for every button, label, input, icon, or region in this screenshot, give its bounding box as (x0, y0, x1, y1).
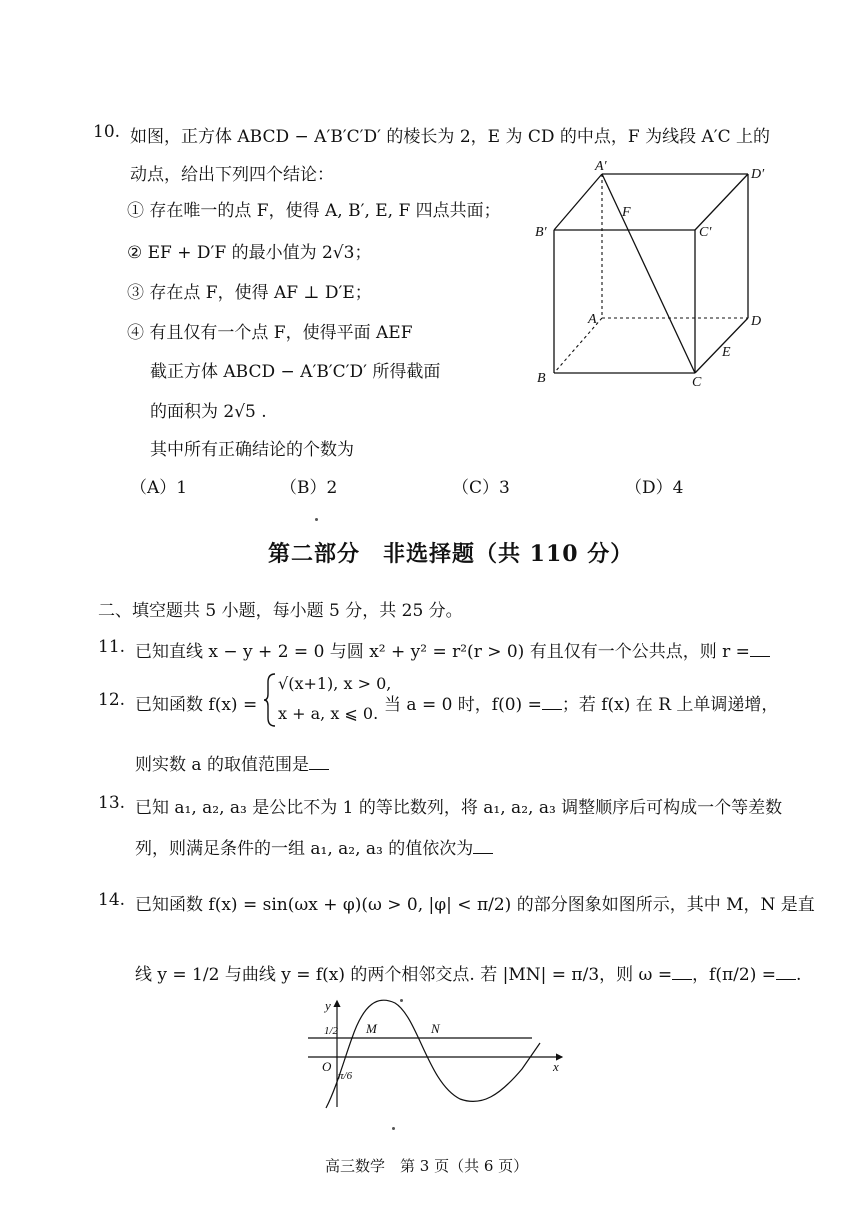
q12-post1: 当 a = 0 时，f(0) = (384, 695, 542, 715)
label-x: x (553, 1059, 559, 1074)
q10-option-b: （B）2 (280, 478, 338, 498)
q12-blank1 (542, 695, 562, 710)
q10-option-d: （D）4 (625, 478, 684, 498)
label-c: C (692, 375, 702, 390)
label-a1: A′ (595, 160, 607, 174)
q14-number: 14. (98, 890, 126, 910)
label-c1: C′ (699, 225, 712, 240)
q13-blank (473, 839, 493, 854)
q12-case1: √(x+1), x > 0, (278, 674, 392, 693)
q12-blank2 (309, 755, 329, 770)
section2-header: 二、填空题共 5 小题，每小题 5 分，共 25 分。 (98, 601, 463, 621)
q10-ask: 其中所有正确结论的个数为 (150, 440, 354, 460)
segment-a1c (602, 174, 695, 373)
label-d: D (751, 314, 762, 329)
label-y: y (325, 998, 331, 1013)
q10-statement-4c: 的面积为 2√5 . (150, 402, 267, 422)
q12-line2-text: 则实数 a 的取值范围是 (135, 755, 309, 775)
label-origin: O (322, 1059, 332, 1074)
cube-figure (525, 160, 775, 395)
q10-number: 10. (93, 122, 121, 142)
label-half: 1/2 (324, 1025, 339, 1037)
label-f: F (622, 205, 631, 220)
edge-a1b1 (554, 174, 602, 230)
q11-stem: 已知直线 x − y + 2 = 0 与圆 x² + y² = r²(r > 0) 有且仅有一个公共点，则 r = (135, 642, 750, 662)
q10-statement-4a: ④ 有且仅有一个点 F，使得平面 AEF (127, 323, 413, 343)
label-a: A (588, 312, 597, 327)
q14-blank1 (672, 965, 692, 980)
q10-statement-4b: 截正方体 ABCD − A′B′C′D′ 所得截面 (150, 362, 441, 382)
label-b1: B′ (535, 225, 547, 240)
q11-number: 11. (98, 637, 126, 657)
q14-line2c: . (795, 965, 802, 985)
q10-statement-2: ② EF + D′F 的最小值为 2√3； (127, 243, 372, 263)
q14-line2a: 线 y = 1/2 与曲线 y = f(x) 的两个相邻交点. 若 |MN| = π/3，则 ω = (135, 965, 673, 985)
q12-line2 (135, 750, 329, 775)
q12-case2: x + a, x ⩽ 0. (278, 704, 379, 723)
q10-option-c: （C）3 (452, 478, 510, 498)
label-e: E (722, 345, 731, 360)
q13-line2 (135, 834, 493, 859)
q12-number: 12. (98, 690, 126, 710)
label-n: N (431, 1021, 440, 1036)
page-footer: 高三数学 第 3 页（共 6 页） (325, 1157, 529, 1175)
q12-post (384, 690, 778, 715)
edge-d1c1 (695, 174, 748, 230)
q10-stem-line1: 如图，正方体 ABCD − A′B′C′D′ 的棱长为 2，E 为 CD 的中点，F 为线段 A′C 上的 (130, 127, 771, 147)
q14-blank2 (776, 965, 796, 980)
label-pi6: π/6 (338, 1070, 353, 1082)
q11-blank (750, 642, 770, 657)
q11-text (135, 637, 770, 662)
q10-statement-1: ① 存在唯一的点 F，使得 A, B′, E, F 四点共面； (127, 201, 501, 221)
q10-stem-line2: 动点，给出下列四个结论： (130, 165, 334, 185)
label-b: B (537, 371, 546, 386)
q14-line2 (135, 960, 801, 985)
q10-option-a: （A）1 (130, 478, 188, 498)
q13-line1: 已知 a₁, a₂, a₃ 是公比不为 1 的等比数列，将 a₁, a₂, a₃ 调整顺序后可构成一个等差数 (135, 798, 783, 818)
part2-title: 第二部分 非选择题（共 110 分） (268, 541, 634, 567)
q14-line2b: ，f(π/2) = (692, 965, 776, 985)
label-m: M (366, 1021, 377, 1036)
label-d1: D′ (751, 167, 765, 182)
q14-line1: 已知函数 f(x) = sin(ωx + φ)(ω > 0, |φ| < π/2) 的部分图象如图所示，其中 M，N 是直 (135, 895, 815, 915)
q12-post2: ；若 f(x) 在 R 上单调递增， (561, 695, 779, 715)
q10-statement-3: ③ 存在点 F，使得 AF ⊥ D′E； (127, 283, 372, 303)
sine-graph (300, 995, 575, 1113)
q13-line2-text: 列，则满足条件的一组 a₁, a₂, a₃ 的值依次为 (135, 839, 474, 859)
q12-pre: 已知函数 f(x) = (135, 695, 258, 715)
q12-brace (262, 672, 278, 728)
q13-number: 13. (98, 793, 126, 813)
sine-curve (326, 1000, 540, 1108)
